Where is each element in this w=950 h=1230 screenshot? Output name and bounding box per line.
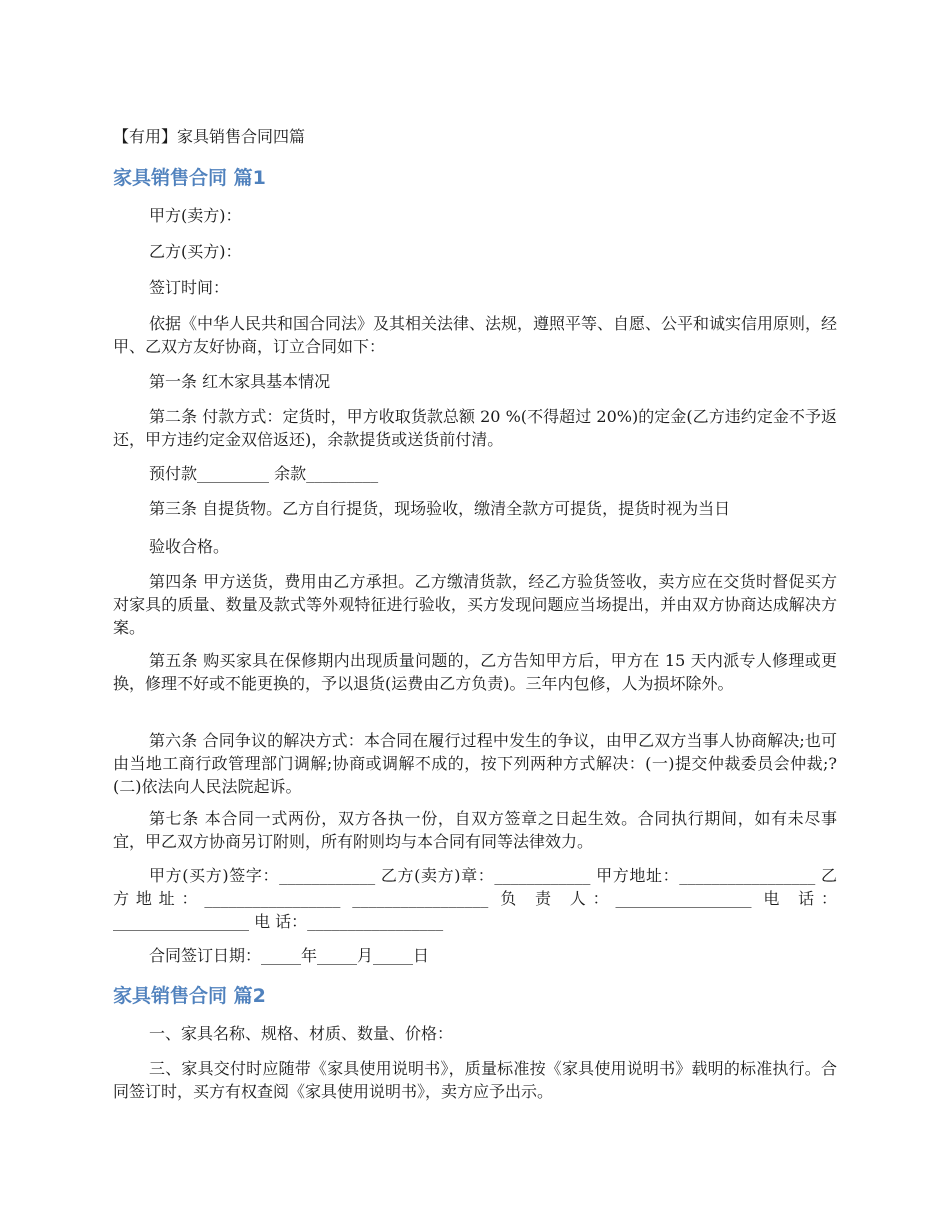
article-3: 第三条 自提货物。乙方自行提货，现场验收，缴清全款方可提货，提货时视为当日 xyxy=(149,499,731,518)
document-title: 【有用】家具销售合同四篇 xyxy=(113,127,306,146)
article-1: 第一条 红木家具基本情况 xyxy=(149,372,331,391)
article-2: 第二条 付款方式：定货时，甲方收取货款总额 20 %(不得超过 20%)的定金(乙方违约定金不予返还，甲方违约定金双倍返还)，余款提货或送货前付清。 xyxy=(113,407,837,449)
furniture-delivery-item: 三、家具交付时应随带《家具使用说明书》，质量标准按《家具使用说明书》载明的标准执行。合同签订时，买方有权查阅《家具使用说明书》，卖方应予出示。 xyxy=(113,1059,837,1101)
signing-time: 签订时间： xyxy=(149,278,230,297)
party-b-buyer: 乙方(买方)： xyxy=(149,242,242,261)
signature-block: 甲方(买方)签字：____________ 乙方(卖方)章：____________ 甲方地址：_________________ 乙方地址：_________________ _________________ 负 责 人：_________________ 电 话：_________________ 电 话：_________________ xyxy=(113,866,837,931)
article-5: 第五条 购买家具在保修期内出现质量问题的，乙方告知甲方后，甲方在 15 天内派专人修理或更换，修理不好或不能更换的，予以退货(运费由乙方负责)。三年内包修，人为损坏除外。 xyxy=(113,651,837,693)
party-a-seller: 甲方(卖方)： xyxy=(149,206,242,225)
article-7: 第七条 本合同一式两份，双方各执一份，自双方签章之日起生效。合同执行期间，如有未尽事宜，甲乙双方协商另订附则，所有附则均与本合同有同等法律效力。 xyxy=(113,809,837,851)
article-6: 第六条 合同争议的解决方式：本合同在履行过程中发生的争议，由甲乙双方当事人协商解决;也可由当地工商行政管理部门调解;协商或调解不成的，按下列两种方式解决：(一)提交仲裁委员会仲裁;? (二)依法向人民法院起诉。 xyxy=(113,731,837,796)
article-4: 第四条 甲方送货，费用由乙方承担。乙方缴清货款，经乙方验货签收，卖方应在交货时督促买方对家具的质量、数量及款式等外观特征进行验收，买方发现问题应当场提出，并由双方协商达成解决方案。 xyxy=(113,572,837,637)
prepayment-line: 预付款_________ 余款_________ xyxy=(149,464,379,483)
contract-signing-date: 合同签订日期：_____年_____月_____日 xyxy=(149,946,430,965)
preamble-paragraph: 依据《中华人民共和国合同法》及其相关法律、法规，遵照平等、自愿、公平和诚实信用原则，经甲、乙双方友好协商，订立合同如下： xyxy=(113,314,838,356)
section-heading-2: 家具销售合同 篇2 xyxy=(113,985,266,1007)
article-3-continued: 验收合格。 xyxy=(149,537,230,556)
furniture-spec-item: 一、家具名称、规格、材质、数量、价格： xyxy=(149,1024,454,1043)
section-heading-1: 家具销售合同 篇1 xyxy=(113,167,266,189)
